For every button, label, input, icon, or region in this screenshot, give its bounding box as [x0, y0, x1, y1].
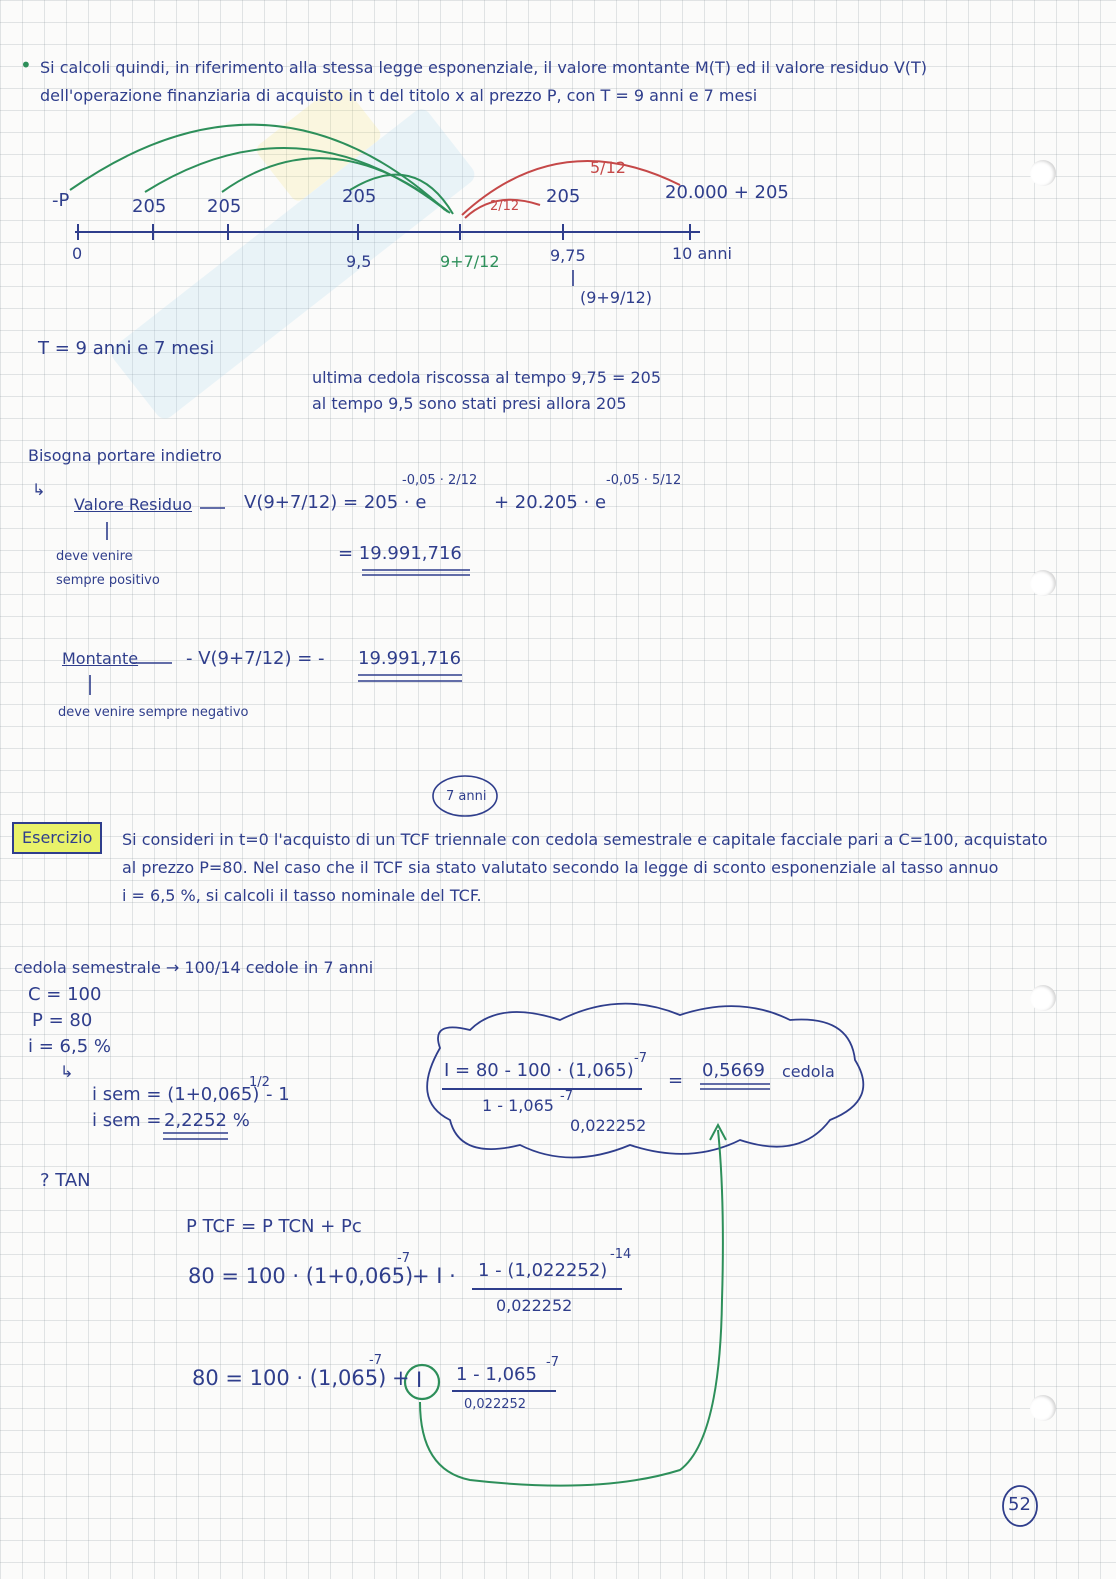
equation-1-mid: + I ·: [412, 1264, 456, 1288]
exponent: -7: [634, 1051, 647, 1066]
t-definition: T = 9 anni e 7 mesi: [38, 338, 215, 359]
fraction-label: 5/12: [590, 158, 626, 177]
fraction-bar: [472, 1288, 622, 1290]
exponent: -0,05 · 2/12: [402, 473, 478, 488]
given-c: C = 100: [28, 984, 102, 1005]
montante-label: Montante: [62, 649, 139, 668]
time-label: (9+9/12): [580, 288, 652, 307]
residuo-plus: + 20.205 · e: [494, 492, 607, 513]
cloud-den-den: 0,022252: [570, 1116, 647, 1135]
flow-label: 20.000 + 205: [665, 182, 789, 203]
flow-label: 205: [546, 186, 581, 207]
note-line: al tempo 9,5 sono stati presi allora 205: [312, 394, 627, 413]
cedola-line: cedola semestrale → 100/14 cedole in 7 anni: [14, 958, 374, 977]
cloud-den-num: 1 - 1,065: [482, 1096, 554, 1115]
intro-line-2: dell'operazione finanziaria di acquisto in t del titolo x al prezzo P, con T = 9 anni e 7 mesi: [40, 86, 758, 105]
note-small: deve venire: [56, 549, 133, 564]
exponent: -7: [546, 1355, 559, 1370]
isem-formula: i sem = (1+0,065): [92, 1084, 260, 1105]
montante-formula: - V(9+7/12) = -: [186, 648, 325, 669]
equation-1-den: 0,022252: [496, 1296, 573, 1315]
time-label: 9,75: [550, 246, 586, 265]
fraction-bar: [452, 1390, 556, 1392]
note-line: ultima cedola riscossa al tempo 9,75 = 205: [312, 368, 662, 387]
exercise-text: al prezzo P=80. Nel caso che il TCF sia stato valutato secondo la legge di sconto esponenziale al tasso annuo: [122, 858, 999, 877]
exponent: -7: [369, 1353, 382, 1368]
years-bubble: 7 anni: [446, 789, 487, 804]
equation-2-plus: +: [392, 1366, 410, 1390]
time-label: 0: [72, 244, 83, 263]
equation-1-left: 80 = 100 · (1+0,065): [188, 1264, 414, 1288]
exponent: -7: [560, 1089, 573, 1104]
exponent: -0,05 · 5/12: [606, 473, 682, 488]
residuo-formula: V(9+7/12) = 205 · e: [244, 492, 427, 513]
time-label: 9,5: [346, 252, 372, 271]
exercise-badge: Esercizio: [12, 822, 102, 854]
note-small: sempre positivo: [56, 573, 160, 588]
flow-label: -P: [52, 190, 70, 211]
note-small: deve venire sempre negativo: [58, 705, 249, 720]
note-line: Bisogna portare indietro: [28, 446, 222, 465]
arrow-glyph: ↳: [32, 480, 46, 499]
flow-label: 205: [207, 196, 242, 217]
tan-question: ? TAN: [40, 1170, 91, 1191]
time-label: 9+7/12: [440, 252, 500, 271]
given-p: P = 80: [32, 1010, 93, 1031]
equation-2-left: 80 = 100 · (1,065): [192, 1366, 387, 1390]
exponent: -7: [397, 1251, 410, 1266]
equation-2-den: 0,022252: [464, 1397, 527, 1412]
equation-2-I: I: [416, 1368, 423, 1392]
intro-line-1: Si calcoli quindi, in riferimento alla stessa legge esponenziale, il valore montante M(T) ed il valore residuo V(T): [40, 58, 928, 77]
cloud-equals: =: [668, 1070, 684, 1091]
exponent: 1/2: [249, 1075, 270, 1090]
equation-1-num: 1 - (1,022252): [478, 1260, 608, 1281]
isem-value: 2,2252 %: [164, 1110, 250, 1131]
montante-result: 19.991,716: [358, 648, 462, 669]
flow-label: 205: [132, 196, 167, 217]
residuo-label: Valore Residuo: [74, 495, 193, 514]
arrow-glyph: ↳: [60, 1062, 74, 1081]
time-label: 10 anni: [672, 244, 732, 263]
flow-label: 205: [342, 186, 377, 207]
fraction-bar: [442, 1088, 642, 1090]
exercise-text: i = 6,5 %, si calcoli il tasso nominale del TCF.: [122, 886, 482, 905]
page-number: 52: [1008, 1494, 1031, 1515]
residuo-result: = 19.991,716: [338, 543, 462, 564]
exercise-text: Si consideri in t=0 l'acquisto di un TCF triennale con cedola semestrale e capitale facciale pari a C=100, acquistato: [122, 830, 1048, 849]
equation-2-num: 1 - 1,065: [456, 1364, 537, 1385]
exponent: -14: [610, 1247, 632, 1262]
isem-label: i sem =: [92, 1110, 162, 1131]
cloud-result: 0,5669: [702, 1060, 765, 1081]
cloud-numerator: I = 80 - 100 · (1,065): [444, 1060, 634, 1081]
ptcf-equation: P TCF = P TCN + Pc: [186, 1216, 362, 1237]
fraction-label: 2/12: [490, 199, 520, 214]
cloud-unit: cedola: [782, 1062, 835, 1081]
bullet-dot: •: [20, 53, 32, 77]
isem-tail: - 1: [266, 1084, 290, 1105]
given-i: i = 6,5 %: [28, 1036, 111, 1057]
